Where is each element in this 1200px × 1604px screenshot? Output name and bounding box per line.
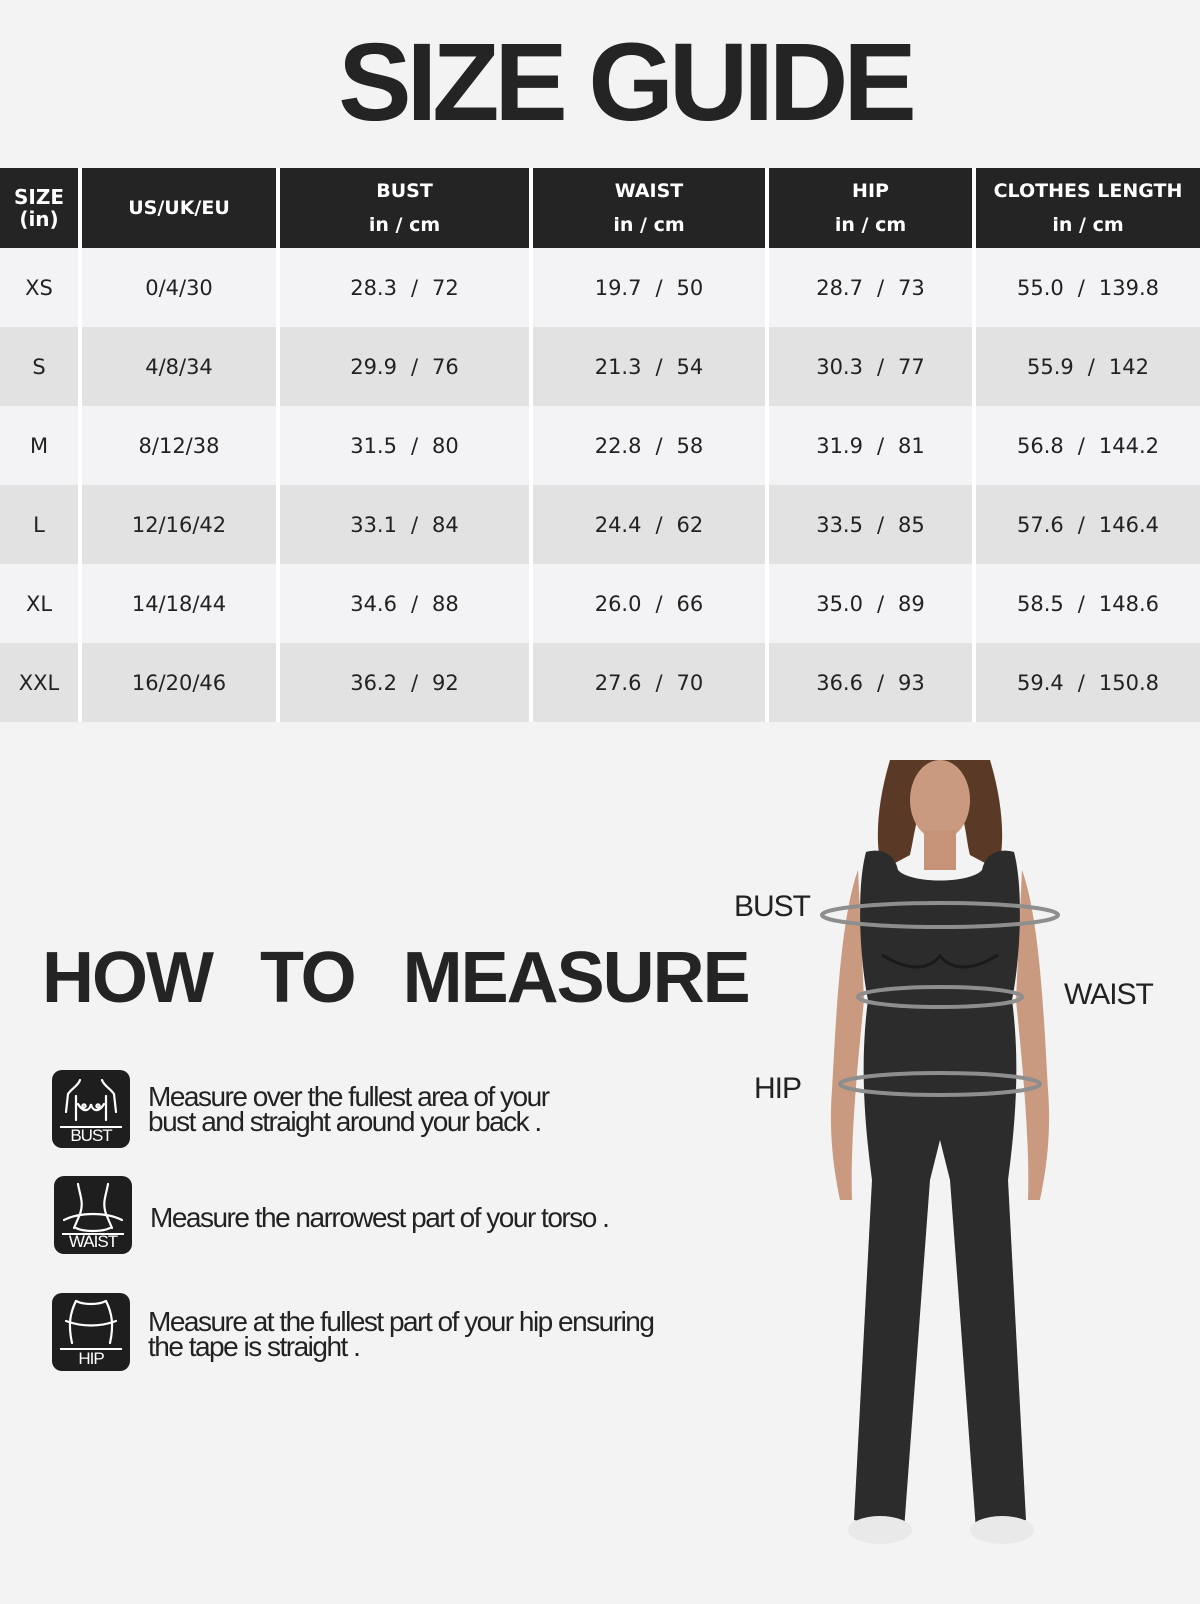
cell-hip: 30.3 / 77 <box>767 327 974 406</box>
cell-bust: 33.1 / 84 <box>278 485 531 564</box>
header-waist: WAIST in / cm <box>531 168 767 248</box>
cell-size: S <box>0 327 80 406</box>
cell-region: 14/18/44 <box>80 564 278 643</box>
size-chart-table <box>0 168 1200 722</box>
figure-label-waist: WAIST <box>1064 978 1153 1011</box>
cell-region: 0/4/30 <box>80 248 278 327</box>
hip-instruction: Measure at the fullest part of your hip ensuring the tape is straight . <box>148 1306 654 1362</box>
cell-hip: 35.0 / 89 <box>767 564 974 643</box>
model-illustration <box>740 760 1200 1600</box>
hip-icon <box>52 1293 130 1371</box>
cell-length: 55.0 / 139.8 <box>974 248 1200 327</box>
figure-label-bust: BUST <box>734 890 811 923</box>
cell-length: 58.5 / 148.6 <box>974 564 1200 643</box>
figure-label-hip: HIP <box>754 1072 802 1105</box>
cell-hip: 28.7 / 73 <box>767 248 974 327</box>
cell-length: 56.8 / 144.2 <box>974 406 1200 485</box>
cell-bust: 29.9 / 76 <box>278 327 531 406</box>
cell-hip: 33.5 / 85 <box>767 485 974 564</box>
table-row <box>0 643 1200 722</box>
cell-waist: 26.0 / 66 <box>531 564 767 643</box>
table-row <box>0 248 1200 327</box>
table-row <box>0 485 1200 564</box>
cell-region: 8/12/38 <box>80 406 278 485</box>
cell-waist: 19.7 / 50 <box>531 248 767 327</box>
cell-waist: 22.8 / 58 <box>531 406 767 485</box>
page-title: SIZE GUIDE <box>338 21 912 144</box>
cell-size: XL <box>0 564 80 643</box>
cell-size: XS <box>0 248 80 327</box>
waist-instruction: Measure the narrowest part of your torso . <box>150 1202 609 1233</box>
header-size: SIZE (in) <box>0 168 80 248</box>
header-bust: BUST in / cm <box>278 168 531 248</box>
table-row <box>0 564 1200 643</box>
table-row <box>0 327 1200 406</box>
header-hip: HIP in / cm <box>767 168 974 248</box>
cell-region: 4/8/34 <box>80 327 278 406</box>
cell-hip: 31.9 / 81 <box>767 406 974 485</box>
waist-icon <box>54 1176 132 1254</box>
waist-icon-caption: WAIST <box>68 1232 118 1251</box>
cell-bust: 34.6 / 88 <box>278 564 531 643</box>
table-row <box>0 406 1200 485</box>
header-clothes-length: CLOTHES LENGTH in / cm <box>974 168 1200 248</box>
bust-icon <box>52 1070 130 1148</box>
hip-icon-caption: HIP <box>78 1349 104 1368</box>
cell-size: M <box>0 406 80 485</box>
cell-hip: 36.6 / 93 <box>767 643 974 722</box>
bust-icon-caption: BUST <box>70 1126 112 1145</box>
bust-instruction: Measure over the fullest area of your bust and straight around your back . <box>148 1081 549 1137</box>
cell-length: 59.4 / 150.8 <box>974 643 1200 722</box>
cell-size: L <box>0 485 80 564</box>
cell-length: 55.9 / 142 <box>974 327 1200 406</box>
cell-waist: 24.4 / 62 <box>531 485 767 564</box>
cell-bust: 31.5 / 80 <box>278 406 531 485</box>
cell-bust: 28.3 / 72 <box>278 248 531 327</box>
cell-region: 16/20/46 <box>80 643 278 722</box>
cell-bust: 36.2 / 92 <box>278 643 531 722</box>
table-header-row <box>0 168 1200 248</box>
cell-waist: 21.3 / 54 <box>531 327 767 406</box>
model-figure <box>734 760 1200 1600</box>
cell-length: 57.6 / 146.4 <box>974 485 1200 564</box>
cell-size: XXL <box>0 643 80 722</box>
cell-region: 12/16/42 <box>80 485 278 564</box>
cell-waist: 27.6 / 70 <box>531 643 767 722</box>
header-region: US/UK/EU <box>80 168 278 248</box>
how-to-measure-heading: HOW TO MEASURE <box>42 938 749 1018</box>
